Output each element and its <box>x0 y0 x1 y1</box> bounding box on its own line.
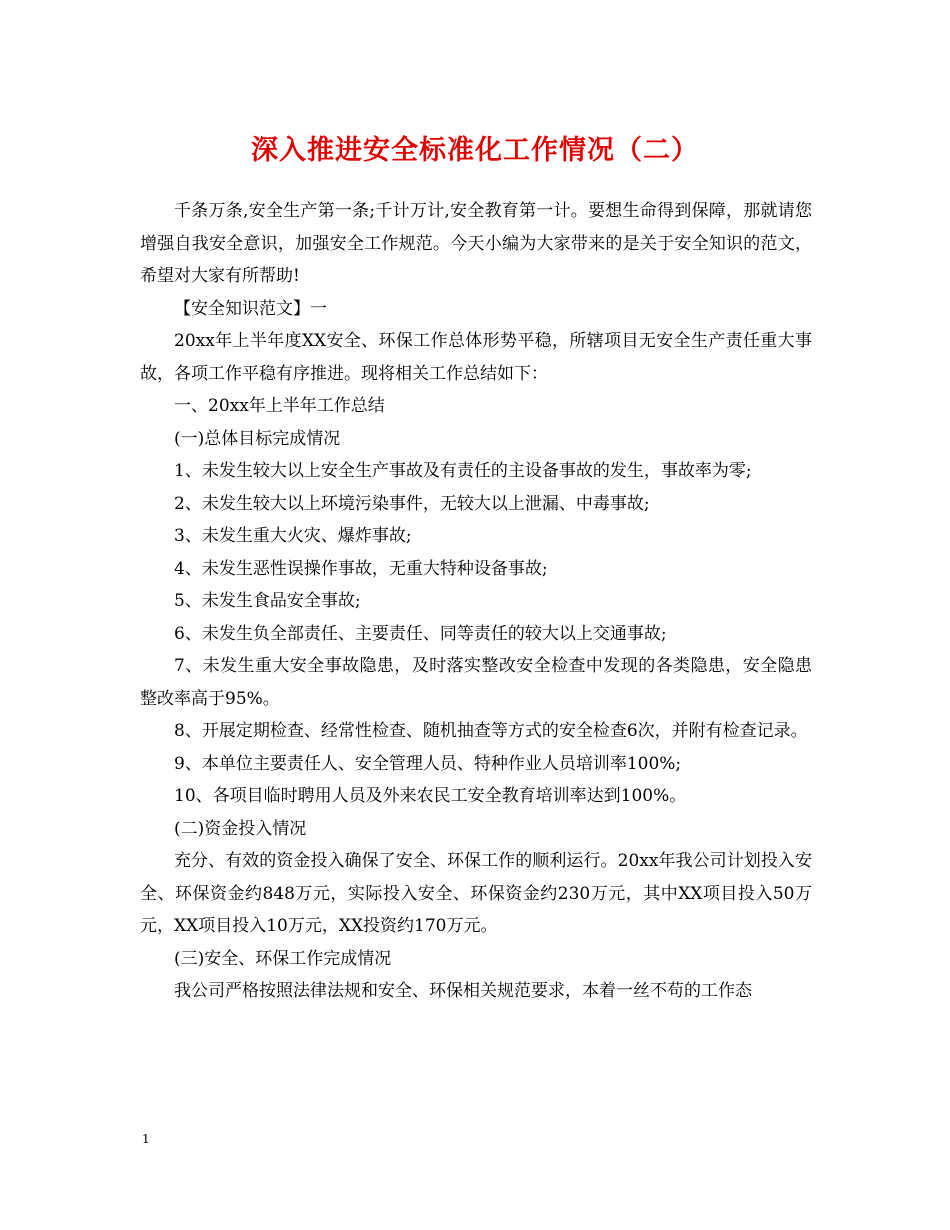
paragraph-intro: 千条万条,安全生产第一条;千计万计,安全教育第一计。要想生命得到保障，那就请您增强自我安全意识，加强安全工作规范。今天小编为大家带来的是关于安全知识的范文，希望对大家有所帮助! <box>140 201 812 286</box>
paragraph-subheading-3: (三)安全、环保工作完成情况 <box>174 948 392 969</box>
list-item: 4、未发生恶性误操作事故，无重大特种设备事故; <box>174 558 548 579</box>
list-item: 2、未发生较大以上环境污染事件，无较大以上泄漏、中毒事故; <box>174 493 650 514</box>
paragraph-funding: 充分、有效的资金投入确保了安全、环保工作的顺利运行。20xx年我公司计划投入安全、环保资金约848万元，实际投入安全、环保资金约230万元，其中XX项目投入50万元，XX项目投入10万元，XX投资约170万元。 <box>140 851 812 936</box>
paragraph-work-status: 我公司严格按照法律法规和安全、环保相关规范要求，本着一丝不苟的工作态 <box>174 981 752 1001</box>
list-item: 1、未发生较大以上安全生产事故及有责任的主设备事故的发生，事故率为零; <box>174 461 752 481</box>
paragraph-heading-1: 一、20xx年上半年工作总结 <box>174 396 385 416</box>
list-item: 10、各项目临时聘用人员及外来农民工安全教育培训率达到100%。 <box>174 786 687 806</box>
paragraph-subheading-2: (二)资金投入情况 <box>174 818 307 839</box>
list-item: 9、本单位主要责任人、安全管理人员、特种作业人员培训率100%; <box>174 753 682 774</box>
page-number: 1 <box>142 1132 150 1146</box>
list-item: 8、开展定期检查、经常性检查、随机抽查等方式的安全检查6次，并附有检查记录。 <box>174 721 808 741</box>
list-item: 6、未发生负全部责任、主要责任、同等责任的较大以上交通事故; <box>174 623 667 644</box>
list-item: 3、未发生重大火灾、爆炸事故; <box>174 526 412 546</box>
paragraph-summary: 20xx年上半年度XX安全、环保工作总体形势平稳，所辖项目无安全生产责任重大事故，各项工作平稳有序推进。现将相关工作总结如下： <box>140 331 812 384</box>
paragraph-subheading-1: (一)总体目标完成情况 <box>174 428 341 449</box>
document-body <box>140 195 812 1008</box>
document-title: 深入推进安全标准化工作情况（二） <box>251 135 699 166</box>
list-item: 5、未发生食品安全事故; <box>174 591 361 611</box>
list-item: 7、未发生重大安全事故隐患，及时落实整改安全检查中发现的各类隐患，安全隐患整改率高于95%。 <box>140 656 812 709</box>
paragraph-section-heading: 【安全知识范文】一 <box>174 298 327 319</box>
